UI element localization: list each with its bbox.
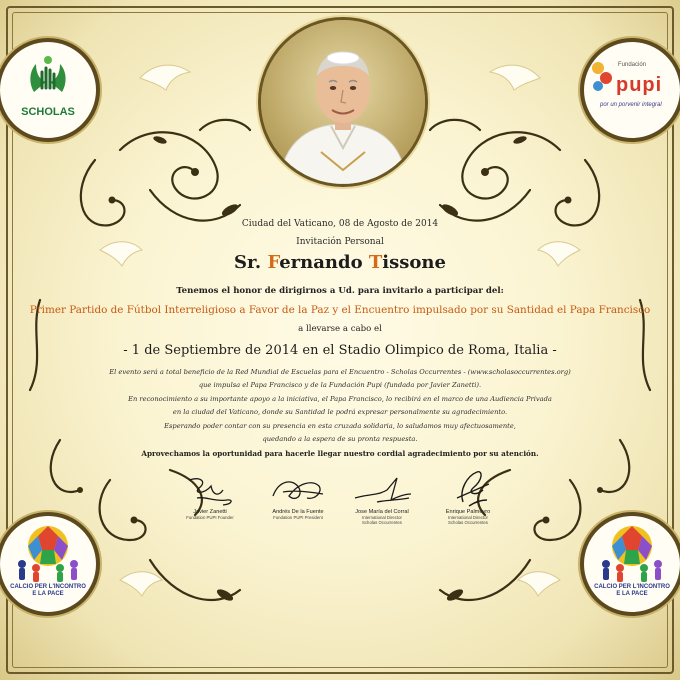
scholas-logo <box>0 38 100 142</box>
pupi-wordmark: pupi <box>616 74 663 96</box>
calcio-text: CALCIO PER L'INCONTRO E LA PACE <box>594 584 670 597</box>
closing-line: Aprovechamos la oportunidad para hacerle llegar nuestro cordial agradecimiento por su atención. <box>141 449 539 458</box>
signatory-name: Enrique Palmeyro <box>445 509 491 515</box>
signature-block-palmeyro <box>408 466 528 525</box>
body-line: quedando a la espera de su pronta respuesta. <box>262 435 418 443</box>
location-intro: a llevarse a cabo el <box>298 324 382 334</box>
place-date: Ciudad del Vaticano, 08 de Agosto de 2014 <box>241 219 439 229</box>
calcio-logo-left <box>0 512 100 616</box>
signatory-role: International Director <box>362 515 402 520</box>
soccer-ball-people-icon <box>596 524 668 582</box>
scholas-wordmark: SCHOLAS <box>21 106 75 118</box>
pupi-foundation-logo <box>580 38 680 142</box>
signatory-name: Javier Zanetti <box>193 509 227 515</box>
event-title: Primer Partido de Fútbol Interreligioso a Favor de la Paz y el Encuentro impulsado por su Santidad el Papa Francisco <box>29 304 651 316</box>
signatory-name: Jose María del Corral <box>355 509 409 515</box>
body-line: El evento será a total beneficio de la Red Mundial de Escuelas para el Encuentro - Scholas Occurrentes - (www.scholasoccurrentes.org) <box>109 368 571 376</box>
hands-leaf-icon <box>22 52 74 104</box>
body-line: en la ciudad del Vaticano, donde su Santidad le podrá expresar personalmente su agradecimiento. <box>172 408 508 416</box>
invitation-type: Invitación Personal <box>296 237 384 247</box>
signatory-role: Scholas Occurrentes <box>362 520 402 525</box>
signatory-role: International Director <box>448 515 488 520</box>
pope-portrait <box>258 17 428 187</box>
signatory-role: Scholas Occurrentes <box>448 520 488 525</box>
handwritten-signature-icon <box>433 466 503 508</box>
intro-line: Tenemos el honor de dirigirnos a Ud. para invitarlo a participar del: <box>176 286 504 296</box>
signatory-name: Andrés De la Fuente <box>272 509 324 515</box>
handwritten-signature-icon <box>175 472 245 508</box>
body-line: que impulsa el Papa Francisco y de la Fundación Pupi (fundada por Javier Zanetti). <box>198 381 482 389</box>
signatory-role: Fundation PUPI President <box>273 515 323 520</box>
signatory-role: Fundation PUPI Founder <box>186 515 234 520</box>
pope-francis-portrait-icon <box>261 20 425 184</box>
event-date-line: - 1 de Septiembre de 2014 en el Stadio Olimpico de Roma, Italia - <box>123 343 557 358</box>
soccer-ball-people-icon <box>12 524 84 582</box>
calcio-text: CALCIO PER L'INCONTRO E LA PACE <box>10 584 86 597</box>
pupi-small-label: Fundación <box>618 62 647 68</box>
pupi-tagline: por un porvenir integral <box>600 102 662 108</box>
handwritten-signature-icon <box>347 472 417 508</box>
children-faces-icon <box>590 56 614 92</box>
recipient-name: Sr. Fernando Tissone <box>234 252 446 273</box>
calcio-logo-right <box>580 512 680 616</box>
body-line: Esperando poder contar con su presencia en esta cruzada solidaria, lo saludamos muy afectuosamente, <box>164 422 516 430</box>
body-line: En reconocimiento a su importante apoyo a la iniciativa, el Papa Francisco, lo recibirá en el marco de una Audiencia Privada <box>128 395 552 403</box>
